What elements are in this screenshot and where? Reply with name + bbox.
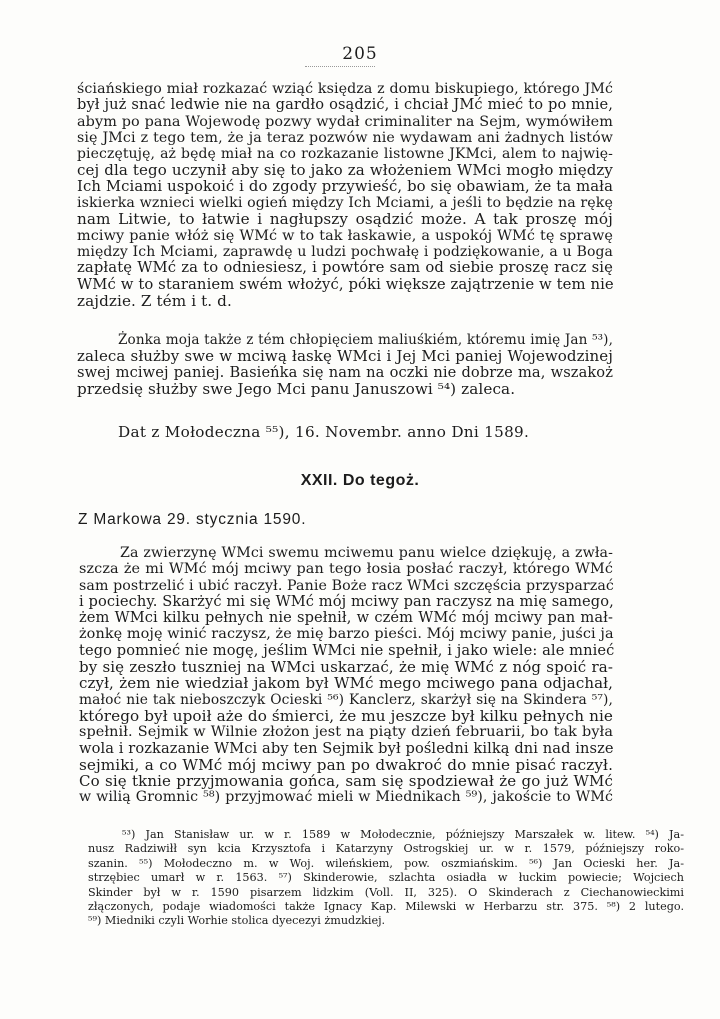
text-line: w wilią Gromnic ⁵⁸) przyjmować mieli w Miednikach ⁵⁹), jakoście to WMć (79, 789, 613, 806)
text-line: Za zwierzynę WMci swemu mciwemu panu wielce dziękuję, a zwła- (120, 545, 613, 561)
text-line: cej dla tego uczynił aby się to jako za włożeniem WMci mogło między (77, 161, 613, 180)
text-line: iskierka wznieci wielki ogień między Ich Mciami, a jeśli to będzie na rękę (77, 195, 613, 212)
footnotes (88, 828, 684, 929)
text-line: Co się tknie przyjmowania gońca, sam się spodziewał że go już WMć (79, 772, 613, 791)
text-line: Żonka moja także z tém chłopięciem maliuśkiém, któremu imię Jan ⁵³), (118, 332, 613, 348)
text-line: zajdzie. Z tém i t. d. (77, 291, 232, 310)
text-line: między Ich Mciami, zaprawdę u ludzi pochwałę i podziękowanie, a u Boga (77, 243, 613, 260)
page-number: 205 (342, 44, 378, 64)
text-line: żem WMci kilku pełnych nie spełnił, w czém WMć mój mciwy pan mał- (79, 609, 613, 627)
letter-body (79, 545, 613, 806)
text-line: by się zeszło tuszniej na WMci uskarzać, że mię WMć z nóg spoić ra- (79, 658, 613, 677)
text-line: szcza że mi WMć mój mciwy pan tego łosia posłać raczył, którego WMć (79, 561, 613, 578)
text-line: żonkę moję winić raczysz, że mię barzo pieści. Mój mciwy panie, juści ja (79, 626, 614, 643)
text-line: i pociechy. Skarżyć mi się WMć mój mciwy pan raczysz na mię samego, (79, 592, 614, 610)
text-line: nam Litwie, to łatwie i nagłupszy osądzić może. A tak proszę mój (77, 210, 613, 229)
letter-heading: XXII. Do tegoż. (300, 472, 420, 489)
footnote-line: złączonych, podaje wiadomości także Ignacy Kap. Milewski w Herbarzu str. 375. ⁵⁸) 2 lutego. (88, 900, 684, 914)
text-line: małoć nie tak nieboszczyk Ocieski ⁵⁶) Kanclerz, skarżył się na Skindera ⁵⁷), (79, 691, 613, 708)
letter-dateline: Dat z Mołodeczna ⁵⁵), 16. Novembr. anno Dni 1589. (118, 423, 530, 441)
text-line: spełnił. Sejmik w Wilnie złożon jest na piąty dzień februarii, bo tak była (79, 724, 613, 741)
text-line: swej mciwej paniej. Basieńka się nam na oczki nie dobrze ma, wszakoż (77, 363, 613, 381)
text-line: tego pomnieć nie mogę, jeślim WMci nie spełnił, i jako wiele: ale mnieć (79, 641, 615, 659)
text-line: wola i rozkazanie WMci aby ten Sejmik był pośledni kilką dni nad insze (79, 739, 614, 757)
text-line: czył, żem nie wiedział jakom był WMć mego mciwego pana odjachał, (79, 674, 613, 693)
text-line: był już snać ledwie nie na gardło osądzić, i chciał JMć mieć to po mnie, (77, 96, 613, 114)
page-number-rule (305, 66, 375, 67)
letter-place-date: Z Markowa 29. stycznia 1590. (78, 511, 307, 528)
wife-paragraph (77, 332, 613, 397)
opening-paragraph (77, 81, 613, 309)
text-line: ściańskiego miał rozkazać wziąć księdza z domu biskupiego, którego JMć (77, 81, 613, 97)
footnote-line: ⁵⁹) Miedniki czyli Worhie stolica dyecezyi żmudzkiej. (88, 914, 386, 928)
text-line: Ich Mciami uspokoić i do zgody przywieść, bo się obawiam, że ta mała (77, 177, 613, 195)
text-line: mciwy panie włóż się WMć w to tak łaskawie, a uspokój WMć tę sprawę (77, 227, 613, 244)
text-line: którego był upoił aże do śmierci, że mu jeszcze był kilku pełnych nie (79, 706, 613, 725)
text-line: sejmiki, a co WMć mój mciwy pan po dwakroć do mnie pisać raczył. (79, 755, 613, 774)
text-line: zaleca służby swe w mciwą łaskę WMci i Jej Mci paniej Wojewodzinej (77, 347, 613, 366)
footnote-line: Skinder był w r. 1590 pisarzem lidzkim (Voll. II, 325). O Skinderach z Ciechanowieckimi (88, 885, 684, 899)
footnote-line: szanin. ⁵⁵) Mołodeczno m. w Woj. wileńskiem, pow. oszmiańskim. ⁵⁶) Jan Ocieski her. Ja- (88, 856, 684, 870)
text-line: sam postrzelić i ubić raczył. Panie Boże racz WMci szczęścia przysparzać (79, 577, 614, 594)
text-line: zapłatę WMć za to odniesiesz, i powtóre sam od siebie proszę racz się (77, 259, 613, 277)
footnote-line: ⁵³) Jan Stanisław ur. w r. 1589 w Mołodecznie, późniejszy Marszałek w. litew. ⁵⁴) Ja- (122, 828, 684, 841)
footnote-line: strzębiec umarł w r. 1563. ⁵⁷) Skinderowie, szlachta osiadła w łuckim powiecie; Wojciech (88, 871, 684, 885)
text-line: pieczętuję, aż będę miał na co rozkazanie listowne JKMci, alem to najwię- (77, 146, 613, 163)
footnote-line: nusz Radziwiłł syn kcia Krzysztofa i Katarzyny Ostrogskiej ur. w r. 1579, późniejszy roko- (88, 842, 684, 856)
text-line: abym po pana Wojewodę pozwy wydał criminaliter na Sejm, wymówiłem (77, 113, 613, 130)
text-line: przedsię służby swe Jego Mci panu Januszowi ⁵⁴) zaleca. (77, 379, 516, 398)
text-line: się JMci z tego tem, że ja teraz pozwów nie wydawam ani żadnych listów (77, 129, 613, 146)
text-line: WMć w to staraniem swém włożyć, póki większe zajątrzenie w tem nie (77, 275, 614, 293)
